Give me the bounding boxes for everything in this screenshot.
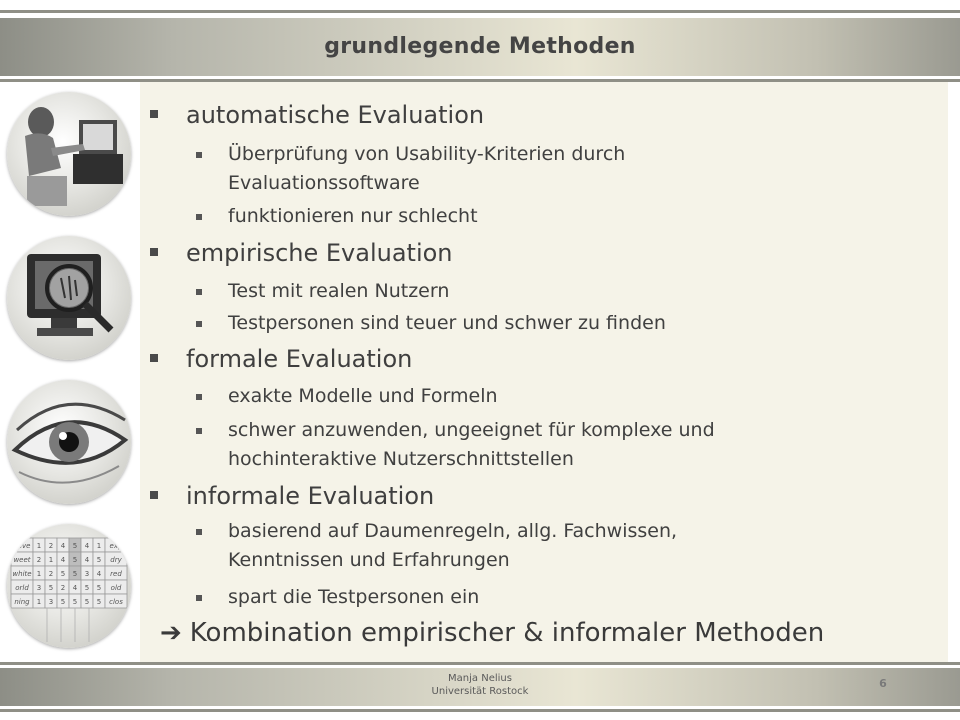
section-label: automatische Evaluation [186, 101, 485, 129]
subitem-line: Testpersonen sind teuer und schwer zu finden [228, 312, 666, 334]
table-cell-text: 5 [60, 570, 66, 578]
table-cell-text: clos [109, 598, 123, 606]
square-bullet-icon [196, 214, 202, 220]
table-cell-text: 5 [48, 584, 54, 592]
slide-title: grundlegende Methoden [324, 34, 636, 59]
conclusion [160, 618, 824, 648]
subitem-line: Kenntnissen und Erfahrungen [228, 549, 510, 571]
table-cell-text: 1 [36, 598, 42, 606]
eye-photo [7, 380, 131, 504]
subitem-line: exakte Modelle und Formeln [228, 385, 498, 407]
footer-rule-bottom [0, 709, 960, 712]
table-cell-text: 4 [96, 570, 102, 578]
table-cell-text: 5 [96, 598, 102, 606]
square-bullet-icon [196, 152, 202, 158]
table-cell-text: white [12, 570, 32, 578]
conclusion-text: Kombination empirischer & informaler Methoden [189, 618, 825, 648]
square-bullet-icon [196, 428, 202, 434]
square-bullet-icon [196, 529, 202, 535]
table-cell-text: 5 [72, 542, 78, 550]
subitem-line: Evaluationssoftware [228, 172, 420, 194]
monitor-magnifier-photo [7, 236, 131, 360]
arrow-right-icon: ➔ [160, 618, 182, 648]
footer-institution: Universität Rostock [431, 686, 529, 697]
table-cell-text: 2 [60, 584, 66, 592]
table-cell-text: 4 [84, 556, 90, 564]
table-cell-text: 4 [60, 542, 66, 550]
subitem-line: funktionieren nur schlecht [228, 205, 478, 227]
footer-author: Manja Nelius [448, 673, 512, 684]
square-bullet-icon [150, 248, 158, 256]
table-cell-text: 5 [72, 598, 78, 606]
subitem-line: basierend auf Daumenregeln, allg. Fachwissen, [228, 520, 678, 542]
table-cell-text: 5 [60, 598, 66, 606]
table-cell-text: 3 [36, 584, 42, 592]
table-cell-text: 1 [96, 542, 102, 550]
square-bullet-icon [150, 491, 158, 499]
square-bullet-icon [196, 289, 202, 295]
square-bullet-icon [196, 394, 202, 400]
table-cell-text: orld [15, 584, 29, 592]
table-cell-text: exp [109, 542, 123, 550]
table-cell-text: 3 [48, 598, 54, 606]
table-cell-text: ctive [13, 542, 31, 550]
table-cell-text: 1 [48, 556, 54, 564]
table-cell-text: 5 [96, 556, 102, 564]
table-cell-text: 5 [84, 598, 90, 606]
subitem-line: spart die Testpersonen ein [228, 586, 480, 608]
table-cell-text: old [110, 584, 122, 592]
subitem-line: schwer anzuwenden, ungeeignet für komplexe und [228, 419, 715, 441]
square-bullet-icon [150, 110, 158, 118]
table-cell-text: 5 [72, 556, 78, 564]
table-cell-text: 2 [48, 542, 54, 550]
table-cell-text: red [110, 570, 122, 578]
rating-table-photo [7, 524, 131, 648]
square-bullet-icon [196, 321, 202, 327]
square-bullet-icon [196, 595, 202, 601]
subitem-line: Überprüfung von Usability-Kriterien durch [228, 143, 626, 165]
table-cell-text: 2 [36, 556, 42, 564]
table-cell-text: 2 [48, 570, 54, 578]
table-cell-text: ning [14, 598, 30, 606]
table-cell-text: 5 [96, 584, 102, 592]
page-number: 6 [879, 677, 887, 690]
section-label: formale Evaluation [186, 345, 413, 373]
person-at-computer-photo [7, 92, 131, 216]
table-cell-text: 1 [36, 570, 42, 578]
table-cell-text: 4 [72, 584, 78, 592]
table-cell-text: 4 [84, 542, 90, 550]
section-label: informale Evaluation [186, 482, 435, 510]
table-cell-text: 4 [60, 556, 66, 564]
footer-rule-top [0, 662, 960, 665]
table-cell-text: 3 [84, 570, 90, 578]
section-label: empirische Evaluation [186, 239, 453, 267]
table-cell-text: dry [110, 556, 122, 564]
table-cell-text: 5 [72, 570, 78, 578]
table-cell-text: weet [13, 556, 31, 564]
header-rule-top [0, 10, 960, 13]
subitem-line: Test mit realen Nutzern [228, 280, 450, 302]
table-cell-text: 1 [36, 542, 42, 550]
subitem-line: hochinteraktive Nutzerschnittstellen [228, 448, 574, 470]
footer-credits [0, 672, 960, 698]
square-bullet-icon [150, 354, 158, 362]
table-cell-text: 5 [84, 584, 90, 592]
